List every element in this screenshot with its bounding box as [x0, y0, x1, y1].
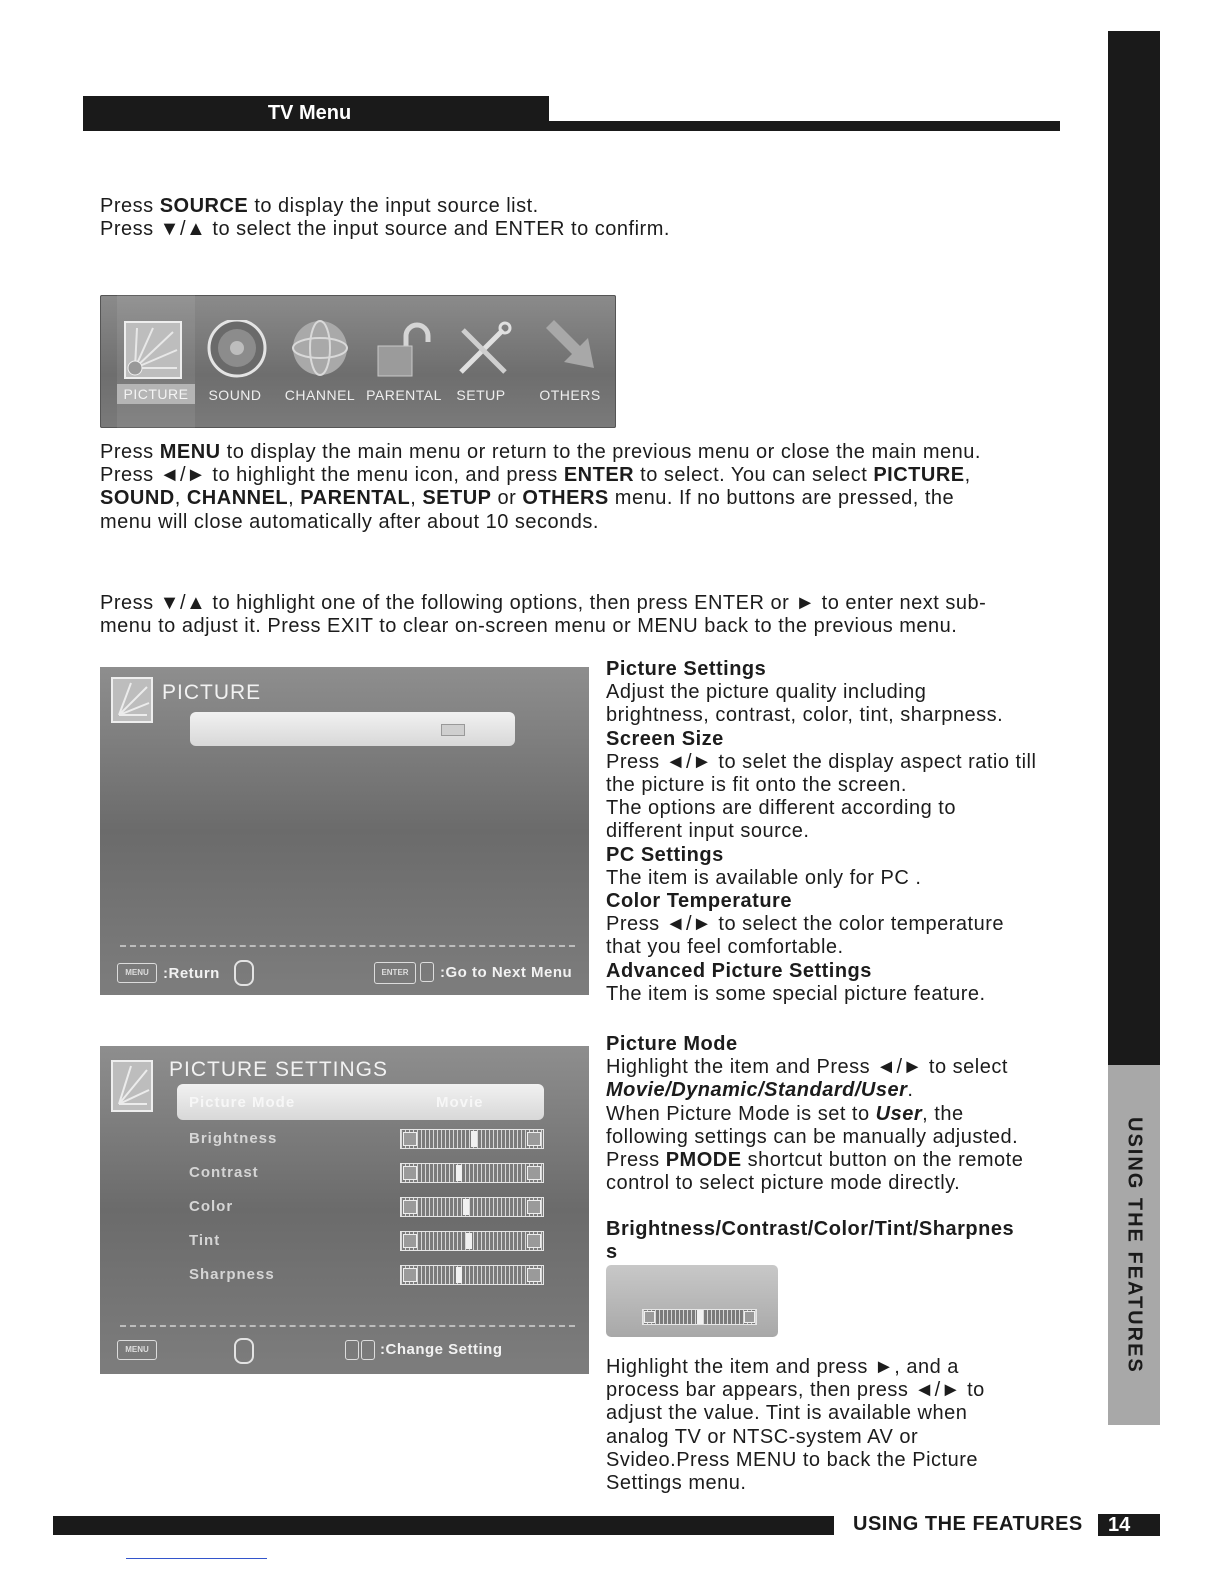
picture-settings-panel [100, 1046, 589, 1374]
others-word: OTHERS [522, 487, 609, 510]
mode-desc-8: control to select picture mode directly. [606, 1172, 961, 1195]
menu-label-others: OTHERS [539, 387, 601, 403]
menu-item-picture[interactable] [117, 295, 195, 428]
arrow-icon [542, 320, 602, 380]
picture-mode-label: Picture Mode [189, 1094, 296, 1111]
menu-desc-11: menu will close automatically after about 10 seconds. [100, 510, 599, 533]
globe-icon [290, 320, 350, 380]
side-tab-label: USING THE FEATURES [1123, 1116, 1146, 1374]
slider-knob[interactable] [471, 1131, 477, 1147]
menu-item-setup[interactable] [438, 295, 524, 428]
slider-knob[interactable] [463, 1199, 469, 1215]
intro-text [100, 195, 1080, 241]
adjust-bar-preview [606, 1265, 778, 1337]
desc-heading: Screen Size [606, 727, 724, 750]
desc-line: The item is available only for PC . [606, 866, 922, 889]
up-down-icon [234, 960, 254, 986]
side-tab-dark [1108, 31, 1160, 1065]
right-arrow-icon [420, 962, 434, 982]
setting-slider-tint[interactable] [400, 1231, 544, 1251]
footer-link-underline [126, 1558, 267, 1559]
setup-word: SETUP [422, 487, 492, 510]
menu-desc-5: , [964, 464, 971, 487]
mode-desc-5: following settings can be manually adjusted. [606, 1125, 1019, 1148]
desc-line: different input source. [606, 820, 810, 843]
bcc-desc [606, 1356, 1076, 1495]
slider-knob[interactable] [456, 1267, 462, 1283]
process-bar[interactable] [642, 1309, 757, 1325]
intro-text-3: Press ▼/▲ to select the input source and ENTER to confirm. [100, 218, 670, 241]
process-bar-knob[interactable] [697, 1310, 703, 1324]
setting-slider-color[interactable] [400, 1197, 544, 1217]
menu-label-setup: SETUP [456, 387, 506, 403]
setting-slider-contrast[interactable] [400, 1163, 544, 1183]
mode-desc-7: shortcut button on the remote [741, 1149, 1024, 1172]
picture-icon [111, 677, 153, 723]
slider-right-arrow-icon [527, 1132, 541, 1146]
menu-desc-8: , [410, 487, 423, 510]
slider-left-arrow-icon [403, 1166, 417, 1180]
up-down-icon [234, 1338, 254, 1364]
picture-icon [111, 1060, 153, 1112]
bcc-line: analog TV or NTSC-system AV or [606, 1425, 919, 1448]
picture-panel-title: PICTURE [162, 681, 262, 704]
bcc-line: Svideo.Press MENU to back the Picture [606, 1448, 978, 1471]
slider-right-arrow-icon [527, 1234, 541, 1248]
return-label: :Return [163, 965, 220, 982]
desc-line: brightness, contrast, color, tint, sharpness. [606, 704, 1004, 727]
menu-key: MENU [159, 441, 221, 463]
page-title: TV Menu [267, 102, 352, 124]
picture-mode-value: Movie [436, 1094, 484, 1111]
setting-label-color[interactable]: Color [189, 1198, 234, 1215]
header-rule [548, 121, 1060, 131]
speaker-icon [207, 320, 267, 380]
menu-desc-10: menu. If no buttons are pressed, the [608, 487, 955, 510]
menu-key-icon: MENU [117, 963, 157, 983]
parental-word: PARENTAL [300, 487, 411, 510]
picture-mode-desc [606, 1033, 1076, 1195]
right-arrow-icon [361, 1340, 375, 1360]
desc-line: The item is some special picture feature. [606, 982, 986, 1005]
mode-desc-1: Highlight the item and Press ◄/► to select [606, 1056, 1008, 1079]
enter-key: ENTER [563, 464, 635, 487]
change-setting-label: :Change Setting [380, 1341, 503, 1358]
menu-desc-2: to display the main menu or return to the previous menu or close the main menu. [220, 441, 981, 463]
mode-desc-6: Press [606, 1149, 666, 1172]
menu-item-others[interactable] [527, 295, 613, 428]
settings-panel-title: PICTURE SETTINGS [169, 1058, 389, 1081]
menu-label-picture: PICTURE [117, 384, 195, 404]
menu-description [100, 441, 1090, 534]
desc-heading: Advanced Picture Settings [606, 959, 872, 982]
page-number: 14 [1098, 1514, 1160, 1536]
picture-word: PICTURE [873, 464, 965, 487]
next-menu-label: :Go to Next Menu [440, 964, 573, 981]
picture-icon [123, 320, 183, 380]
menu-desc-7: , [288, 487, 301, 510]
desc-line: The options are different according to [606, 797, 956, 820]
slider-right-arrow-icon [527, 1166, 541, 1180]
bcc-heading [606, 1218, 1076, 1264]
menu-label-sound: SOUND [208, 387, 262, 403]
desc-line: Adjust the picture quality including [606, 681, 927, 704]
desc-line: the picture is fit onto the screen. [606, 774, 907, 797]
mode-desc-3: When Picture Mode is set to [606, 1102, 876, 1125]
intro-text-2: to display the input source list. [248, 195, 539, 217]
setting-label-sharpness[interactable]: Sharpness [189, 1266, 275, 1283]
slider-left-arrow-icon [403, 1234, 417, 1248]
menu-item-channel[interactable] [272, 295, 368, 428]
setting-slider-brightness[interactable] [400, 1129, 544, 1149]
slider-left-arrow-icon [403, 1200, 417, 1214]
mode-options: Movie/Dynamic/Standard/User [606, 1079, 908, 1102]
menu-item-sound[interactable] [192, 295, 278, 428]
bcc-line: Settings menu. [606, 1472, 747, 1495]
slider-left-arrow-icon [644, 1311, 655, 1323]
footer-title: USING THE FEATURES [853, 1513, 1083, 1535]
menu-label-parental: PARENTAL [366, 387, 442, 403]
left-arrow-icon [345, 1340, 359, 1360]
submenu-arrow-icon [441, 724, 465, 736]
picture-menu-panel [100, 667, 589, 995]
menu-desc-6: , [174, 487, 187, 510]
picture-mode-row[interactable] [177, 1084, 544, 1120]
setting-label-brightness[interactable]: Brightness [189, 1130, 278, 1147]
slider-right-arrow-icon [527, 1268, 541, 1282]
enter-key-icon: ENTER [374, 962, 416, 984]
tools-icon [453, 320, 513, 380]
intro-text-1: Press [100, 195, 160, 217]
user-word: User [875, 1102, 923, 1125]
bcc-line: Highlight the item and press ►, and a [606, 1356, 959, 1378]
menu-key-icon: MENU [117, 1340, 157, 1360]
menu-desc-1: Press [100, 441, 160, 463]
source-key: SOURCE [159, 195, 249, 217]
slider-knob[interactable] [466, 1233, 472, 1249]
sound-word: SOUND [100, 487, 175, 510]
pmode-key: PMODE [665, 1149, 742, 1172]
slider-right-arrow-icon [744, 1311, 755, 1323]
channel-word: CHANNEL [186, 487, 289, 510]
desc-heading: Color Temperature [606, 890, 792, 913]
bcc-heading-1: Brightness/Contrast/Color/Tint/Sharpnes [606, 1218, 1015, 1240]
side-tab [1108, 1065, 1160, 1425]
footer-bar [53, 1516, 834, 1535]
desc-heading: Picture Settings [606, 658, 767, 680]
picture-mode-heading: Picture Mode [606, 1033, 738, 1055]
menu-desc-3: Press ◄/► to highlight the menu icon, and press [100, 464, 564, 487]
mode-desc-2: . [907, 1079, 914, 1102]
menu-label-channel: CHANNEL [284, 387, 356, 403]
setting-label-tint[interactable]: Tint [189, 1232, 221, 1249]
setting-slider-sharpness[interactable] [400, 1265, 544, 1285]
nav-desc-2: menu to adjust it. Press EXIT to clear on-screen menu or MENU back to the previous menu. [100, 615, 958, 638]
menu-desc-4: to select. You can select [634, 464, 874, 487]
setting-label-contrast[interactable]: Contrast [189, 1164, 259, 1181]
slider-knob[interactable] [456, 1165, 462, 1181]
lock-icon [374, 320, 434, 380]
panel-divider [120, 945, 575, 947]
desc-line: Press ◄/► to select the color temperature [606, 913, 1005, 936]
mode-desc-4: , the [922, 1102, 964, 1125]
desc-line: that you feel comfortable. [606, 936, 844, 959]
main-menu-panel [100, 295, 616, 428]
desc-line: Press ◄/► to selet the display aspect ratio till [606, 750, 1037, 773]
nav-desc-1: Press ▼/▲ to highlight one of the following options, then press ENTER or ► to enter next sub- [100, 592, 987, 614]
bcc-line: adjust the value. Tint is available when [606, 1402, 968, 1425]
nav-description [100, 592, 1090, 638]
desc-heading: PC Settings [606, 843, 724, 866]
picture-desc-list [606, 658, 1076, 1006]
panel-divider [120, 1325, 575, 1327]
menu-desc-9: or [491, 487, 523, 510]
slider-left-arrow-icon [403, 1132, 417, 1146]
slider-left-arrow-icon [403, 1268, 417, 1282]
picture-option-highlight[interactable] [190, 712, 515, 746]
slider-right-arrow-icon [527, 1200, 541, 1214]
bcc-heading-2: s [606, 1241, 618, 1264]
bcc-line: process bar appears, then press ◄/► to [606, 1379, 985, 1402]
